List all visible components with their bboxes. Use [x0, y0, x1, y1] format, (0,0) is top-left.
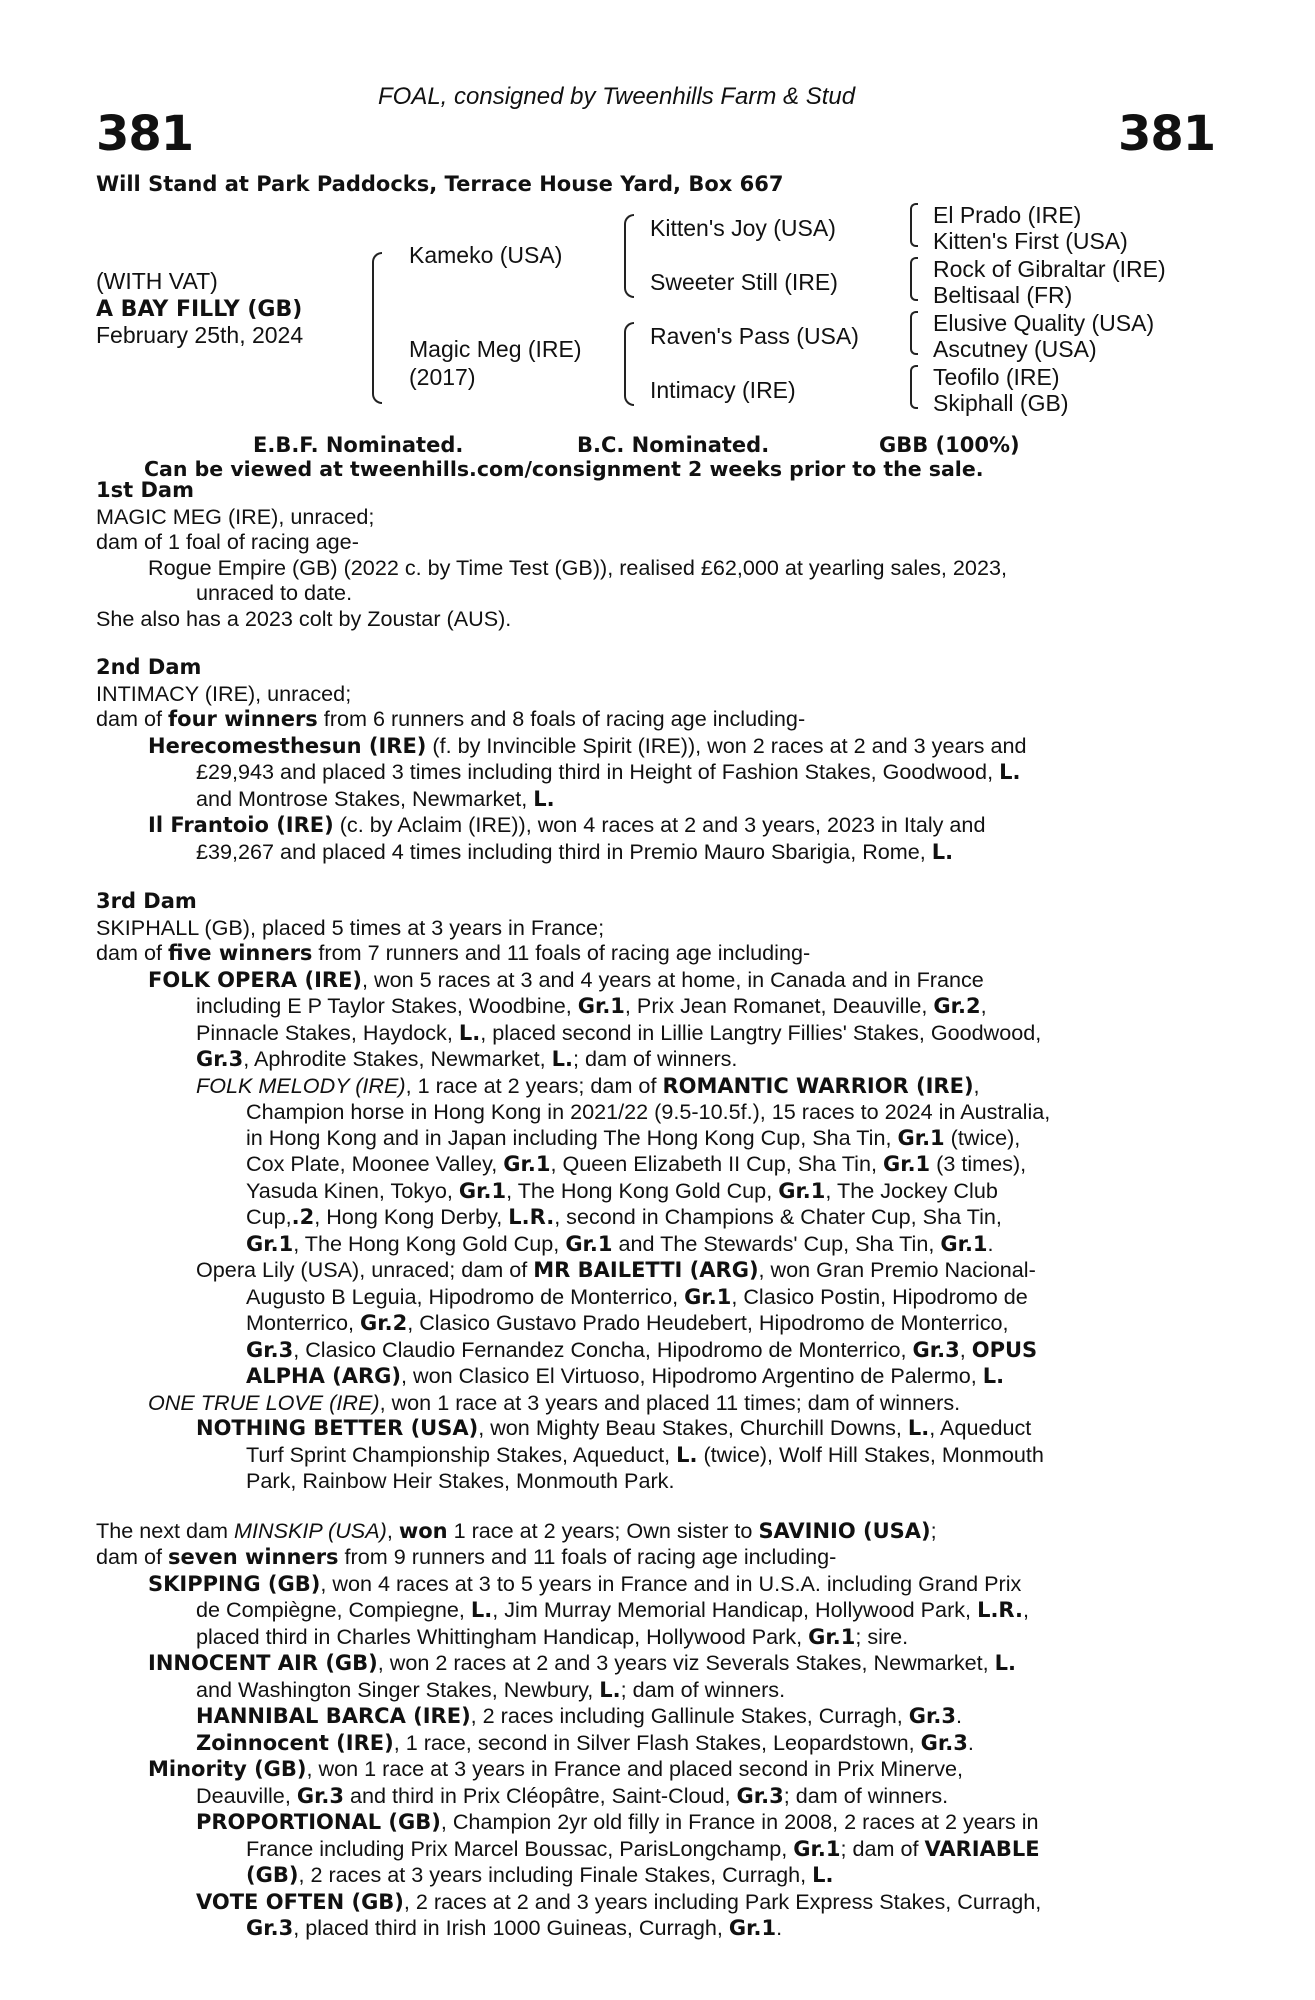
gg-6: Ascutney (USA) — [933, 336, 1097, 362]
nothing-better-3: Park, Rainbow Heir Stakes, Monmouth Park. — [246, 1468, 675, 1493]
romantic-warrior-3: Cox Plate, Moonee Valley, Gr.1, Queen Elizabeth II Cup, Sha Tin, Gr.1 (3 times), — [246, 1151, 1027, 1176]
catalogue-body — [96, 478, 1206, 1942]
opera-lily-2: Augusto B Leguia, Hipodromo de Monterrico, Gr.1, Clasico Postin, Hipodromo de — [246, 1283, 1028, 1309]
dam-year: (2017) — [409, 364, 476, 390]
horse-dob: February 25th, 2024 — [96, 322, 304, 348]
gbb-status: GBB (100%) — [879, 433, 1020, 457]
vote-often-2: Gr.3, placed third in Irish 1000 Guineas, Curragh, Gr.1. — [246, 1915, 783, 1940]
gg-4: Beltisaal (FR) — [933, 282, 1073, 308]
gg-8: Skiphall (GB) — [933, 390, 1069, 416]
proportional-3: (GB), 2 races at 3 years including Finale Stakes, Curragh, L. — [246, 1862, 834, 1887]
romantic-warrior-4: Yasuda Kinen, Tokyo, Gr.1, The Hong Kong Gold Cup, Gr.1, The Jockey Club — [246, 1177, 998, 1203]
gg-5: Elusive Quality (USA) — [933, 310, 1155, 336]
runner-proportional: PROPORTIONAL (GB), Champion 2yr old filly in France in 2008, 2 races at 2 years in — [196, 1809, 1039, 1834]
second-dam-produce: dam of four winners from 6 runners and 8 foals of racing age including- — [96, 706, 806, 731]
minority-2: Deauville, Gr.3 and third in Prix Cléopâtre, Saint-Cloud, Gr.3; dam of winners. — [196, 1782, 949, 1808]
next-dam-produce: dam of seven winners from 9 runners and 11 foals of racing age including- — [96, 1544, 837, 1569]
pedigree-brace-dam — [624, 322, 634, 406]
dam-dam: Intimacy (IRE) — [650, 377, 796, 403]
romantic-warrior-2: in Hong Kong and in Japan including The Hong Kong Cup, Sha Tin, Gr.1 (twice), — [246, 1124, 1021, 1150]
folk-opera-2: including E P Taylor Stakes, Woodbine, Gr.1, Prix Jean Romanet, Deauville, Gr.2, — [196, 993, 987, 1018]
opera-lily-3: Monterrico, Gr.2, Clasico Gustavo Prado Heudebert, Hipodromo de Monterrico, — [246, 1310, 1009, 1335]
pedigree-brace-g2 — [910, 257, 918, 301]
runner-minority: Minority (GB), won 1 race at 3 years in France and placed second in Prix Minerve, — [148, 1756, 964, 1781]
runner-hannibal-barca: HANNIBAL BARCA (IRE), 2 races including Gallinule Stakes, Curragh, Gr.3. — [196, 1703, 962, 1728]
runner-folk-opera: FOLK OPERA (IRE), won 5 races at 3 and 4 years at home, in Canada and in France — [148, 966, 984, 992]
gg-1: El Prado (IRE) — [933, 202, 1082, 228]
first-dam-other: She also has a 2023 colt by Zoustar (AUS). — [96, 605, 512, 631]
runner-folk-melody: FOLK MELODY (IRE), 1 race at 2 years; dam of ROMANTIC WARRIOR (IRE), — [196, 1072, 980, 1098]
sire-dam: Sweeter Still (IRE) — [650, 269, 838, 295]
pedigree-brace-g3 — [910, 311, 918, 355]
romantic-warrior-1: Champion horse in Hong Kong in 2021/22 (9.5-10.5f.), 15 races to 2024 in Australia, — [246, 1099, 1051, 1124]
vat-note: (WITH VAT) — [96, 268, 218, 294]
gg-7: Teofilo (IRE) — [933, 364, 1060, 390]
runner-opera-lily: Opera Lily (USA), unraced; dam of MR BAILETTI (ARG), won Gran Premio Nacional- — [196, 1257, 1036, 1282]
nothing-better-2: Turf Sprint Championship Stakes, Aqueduct, L. (twice), Wolf Hill Stakes, Monmouth — [246, 1441, 1044, 1467]
first-dam-produce: dam of 1 foal of racing age- — [96, 529, 359, 554]
runner-herecomesthesun-cont: £29,943 and placed 3 times including third in Height of Fashion Stakes, Goodwood, L. — [196, 759, 1021, 784]
foal-rogue-empire-cont: unraced to date. — [196, 580, 353, 605]
lot-number-left: 381 — [96, 106, 194, 162]
second-dam-heading: 2nd Dam — [96, 655, 202, 679]
innocent-air-2: and Washington Singer Stakes, Newbury, L.; dam of winners. — [196, 1676, 786, 1702]
stand-location: Will Stand at Park Paddocks, Terrace House Yard, Box 667 — [96, 172, 784, 196]
consignor-line: FOAL, consigned by Tweenhills Farm & Stud — [378, 83, 856, 110]
skipping-2: de Compiègne, Compiegne, L., Jim Murray Memorial Handicap, Hollywood Park, L.R., — [196, 1597, 1029, 1622]
romantic-warrior-5: Cup,.2, Hong Kong Derby, L.R., second in Champions & Chater Cup, Sha Tin, — [246, 1204, 1002, 1229]
dam-name: Magic Meg (IRE) — [409, 336, 582, 362]
third-dam-line: SKIPHALL (GB), placed 5 times at 3 years in France; — [96, 914, 605, 940]
pedigree-brace-g1 — [910, 203, 918, 247]
viewing-note: Can be viewed at tweenhills.com/consignment 2 weeks prior to the sale. — [144, 457, 984, 481]
lot-number-right: 381 — [1118, 106, 1216, 162]
ebf-nomination: E.B.F. Nominated. — [253, 433, 464, 457]
horse-name: A BAY FILLY (GB) — [96, 297, 303, 322]
runner-herecomesthesun: Herecomesthesun (IRE) (f. by Invincible Spirit (IRE)), won 2 races at 2 and 3 years and — [148, 732, 1027, 758]
pedigree-brace-sire — [624, 214, 634, 298]
romantic-warrior-6: Gr.1, The Hong Kong Gold Cup, Gr.1 and The Stewards' Cup, Sha Tin, Gr.1. — [246, 1230, 994, 1256]
gg-2: Kitten's First (USA) — [933, 228, 1128, 254]
next-dam-line: The next dam MINSKIP (USA), won 1 race at 2 years; Own sister to SAVINIO (USA); — [96, 1517, 937, 1543]
runner-il-frantoio: Il Frantoio (IRE) (c. by Aclaim (IRE)), won 4 races at 2 and 3 years, 2023 in Italy and — [148, 812, 986, 837]
runner-il-frantoio-cont: £39,267 and placed 4 times including third in Premio Mauro Sbarigia, Rome, L. — [196, 838, 954, 864]
runner-herecomesthesun-cont2: and Montrose Stakes, Newmarket, L. — [196, 785, 555, 811]
sire-sire: Kitten's Joy (USA) — [650, 215, 836, 241]
bc-nomination: B.C. Nominated. — [577, 433, 770, 457]
third-dam-produce: dam of five winners from 7 runners and 11 foals of racing age including- — [96, 940, 811, 965]
runner-nothing-better: NOTHING BETTER (USA), won Mighty Beau Stakes, Churchill Downs, L., Aqueduct — [196, 1415, 1032, 1440]
runner-zoinnocent: Zoinnocent (IRE), 1 race, second in Silver Flash Stakes, Leopardstown, Gr.3. — [196, 1729, 974, 1755]
first-dam-line: MAGIC MEG (IRE), unraced; — [96, 503, 375, 529]
runner-innocent-air: INNOCENT AIR (GB), won 2 races at 2 and 3 years viz Severals Stakes, Newmarket, L. — [148, 1650, 1017, 1675]
dam-sire: Raven's Pass (USA) — [650, 323, 859, 349]
runner-one-true-love: ONE TRUE LOVE (IRE), won 1 race at 3 years and placed 11 times; dam of winners. — [148, 1389, 961, 1415]
third-dam-heading: 3rd Dam — [96, 889, 197, 913]
foal-rogue-empire: Rogue Empire (GB) (2022 c. by Time Test (GB)), realised £62,000 at yearling sales, 2023, — [148, 554, 1007, 580]
gg-3: Rock of Gibraltar (IRE) — [933, 256, 1166, 282]
opera-lily-5: ALPHA (ARG), won Clasico El Virtuoso, Hipodromo Argentino de Palermo, L. — [246, 1363, 1005, 1388]
opera-lily-4: Gr.3, Clasico Claudio Fernandez Concha, Hipodromo de Monterrico, Gr.3, OPUS — [246, 1336, 1038, 1362]
proportional-2: France including Prix Marcel Boussac, ParisLongchamp, Gr.1; dam of VARIABLE — [246, 1835, 1040, 1861]
runner-vote-often: VOTE OFTEN (GB), 2 races at 2 and 3 years including Park Express Stakes, Curragh, — [196, 1888, 1042, 1914]
sire-name: Kameko (USA) — [409, 242, 563, 268]
pedigree-brace-main — [372, 252, 382, 404]
skipping-3: placed third in Charles Whittingham Handicap, Hollywood Park, Gr.1; sire. — [196, 1623, 909, 1649]
folk-opera-3: Pinnacle Stakes, Haydock, L., placed second in Lillie Langtry Fillies' Stakes, Goodwood, — [196, 1019, 1042, 1045]
folk-opera-4: Gr.3, Aphrodite Stakes, Newmarket, L.; dam of winners. — [196, 1046, 738, 1071]
pedigree-brace-g4 — [910, 365, 918, 409]
first-dam-heading: 1st Dam — [96, 478, 194, 502]
second-dam-line: INTIMACY (IRE), unraced; — [96, 680, 352, 706]
runner-skipping: SKIPPING (GB), won 4 races at 3 to 5 years in France and in U.S.A. including Grand Prix — [148, 1570, 1022, 1596]
